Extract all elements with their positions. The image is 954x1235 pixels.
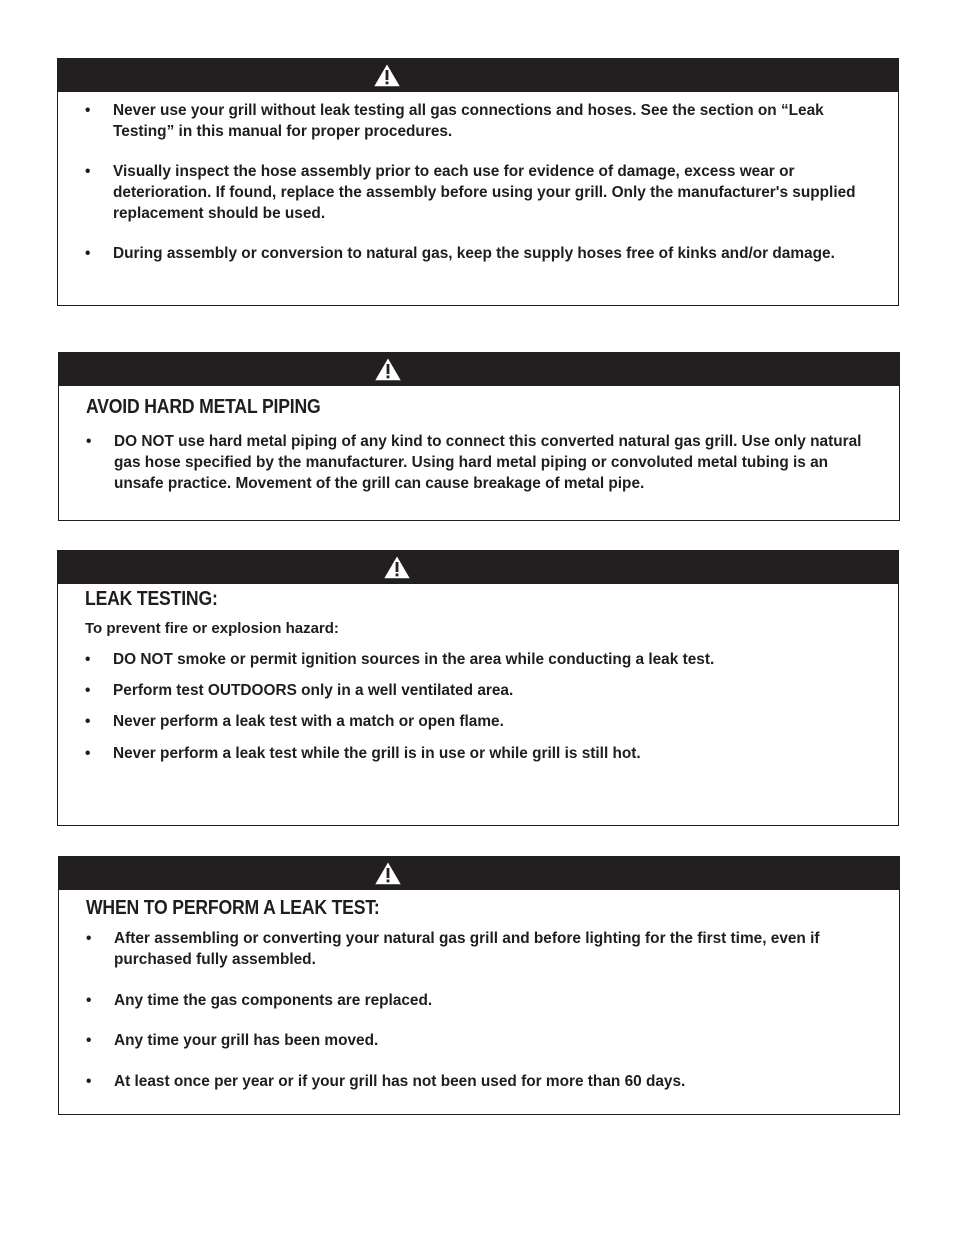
list-item: • Perform test OUTDOORS only in a well ventilated area. — [85, 680, 874, 701]
warning-triangle-icon — [373, 356, 403, 382]
section-heading: WHEN TO PERFORM A LEAK TEST: — [86, 897, 380, 919]
list-item: • Never use your grill without leak testing all gas connections and hoses. See the section on “Leak Testing” in this manual for proper procedures. — [85, 100, 874, 142]
warning-box-leak-testing — [57, 550, 899, 826]
warning-box-hard-metal-piping — [58, 352, 900, 521]
list-item: • Any time the gas components are replaced. — [86, 990, 879, 1011]
list-item: • DO NOT use hard metal piping of any kind to connect this converted natural gas grill. Use only natural gas hose specified by the manufacturer. Using hard metal piping or convoluted metal tubing is an unsafe practice. Movement of the grill can cause breakage of metal pipe. — [86, 431, 875, 494]
warning-box-when-to-leak-test — [58, 856, 900, 1115]
warning-header-bar — [59, 857, 899, 890]
warning-triangle-icon — [372, 62, 402, 88]
warning-list — [85, 100, 874, 264]
warning-list — [85, 649, 874, 764]
list-item: • Any time your grill has been moved. — [86, 1030, 879, 1051]
list-item: • Never perform a leak test while the grill is in use or while grill is still hot. — [85, 743, 874, 764]
intro-text: To prevent fire or explosion hazard: — [85, 620, 339, 637]
list-item: • Never perform a leak test with a match or open flame. — [85, 711, 874, 732]
warning-box-hose-inspection — [57, 58, 899, 306]
list-item: • During assembly or conversion to natural gas, keep the supply hoses free of kinks and/or damage. — [85, 243, 874, 264]
section-heading: LEAK TESTING: — [85, 588, 218, 610]
warning-list — [86, 928, 879, 1092]
list-item: • After assembling or converting your natural gas grill and before lighting for the first time, even if purchased fully assembled. — [86, 928, 879, 970]
list-item: • At least once per year or if your grill has not been used for more than 60 days. — [86, 1071, 879, 1092]
warning-triangle-icon — [382, 554, 412, 580]
warning-header-bar — [58, 59, 898, 92]
warning-header-bar — [59, 353, 899, 386]
list-item: • Visually inspect the hose assembly prior to each use for evidence of damage, excess wear or deterioration. If found, replace the assembly before using your grill. Only the manufacturer's supplied replacement should be used. — [85, 161, 874, 224]
section-heading: AVOID HARD METAL PIPING — [86, 396, 321, 418]
warning-list — [86, 431, 875, 494]
list-item: • DO NOT smoke or permit ignition sources in the area while conducting a leak test. — [85, 649, 874, 670]
warning-header-bar — [58, 551, 898, 584]
warning-triangle-icon — [373, 860, 403, 886]
